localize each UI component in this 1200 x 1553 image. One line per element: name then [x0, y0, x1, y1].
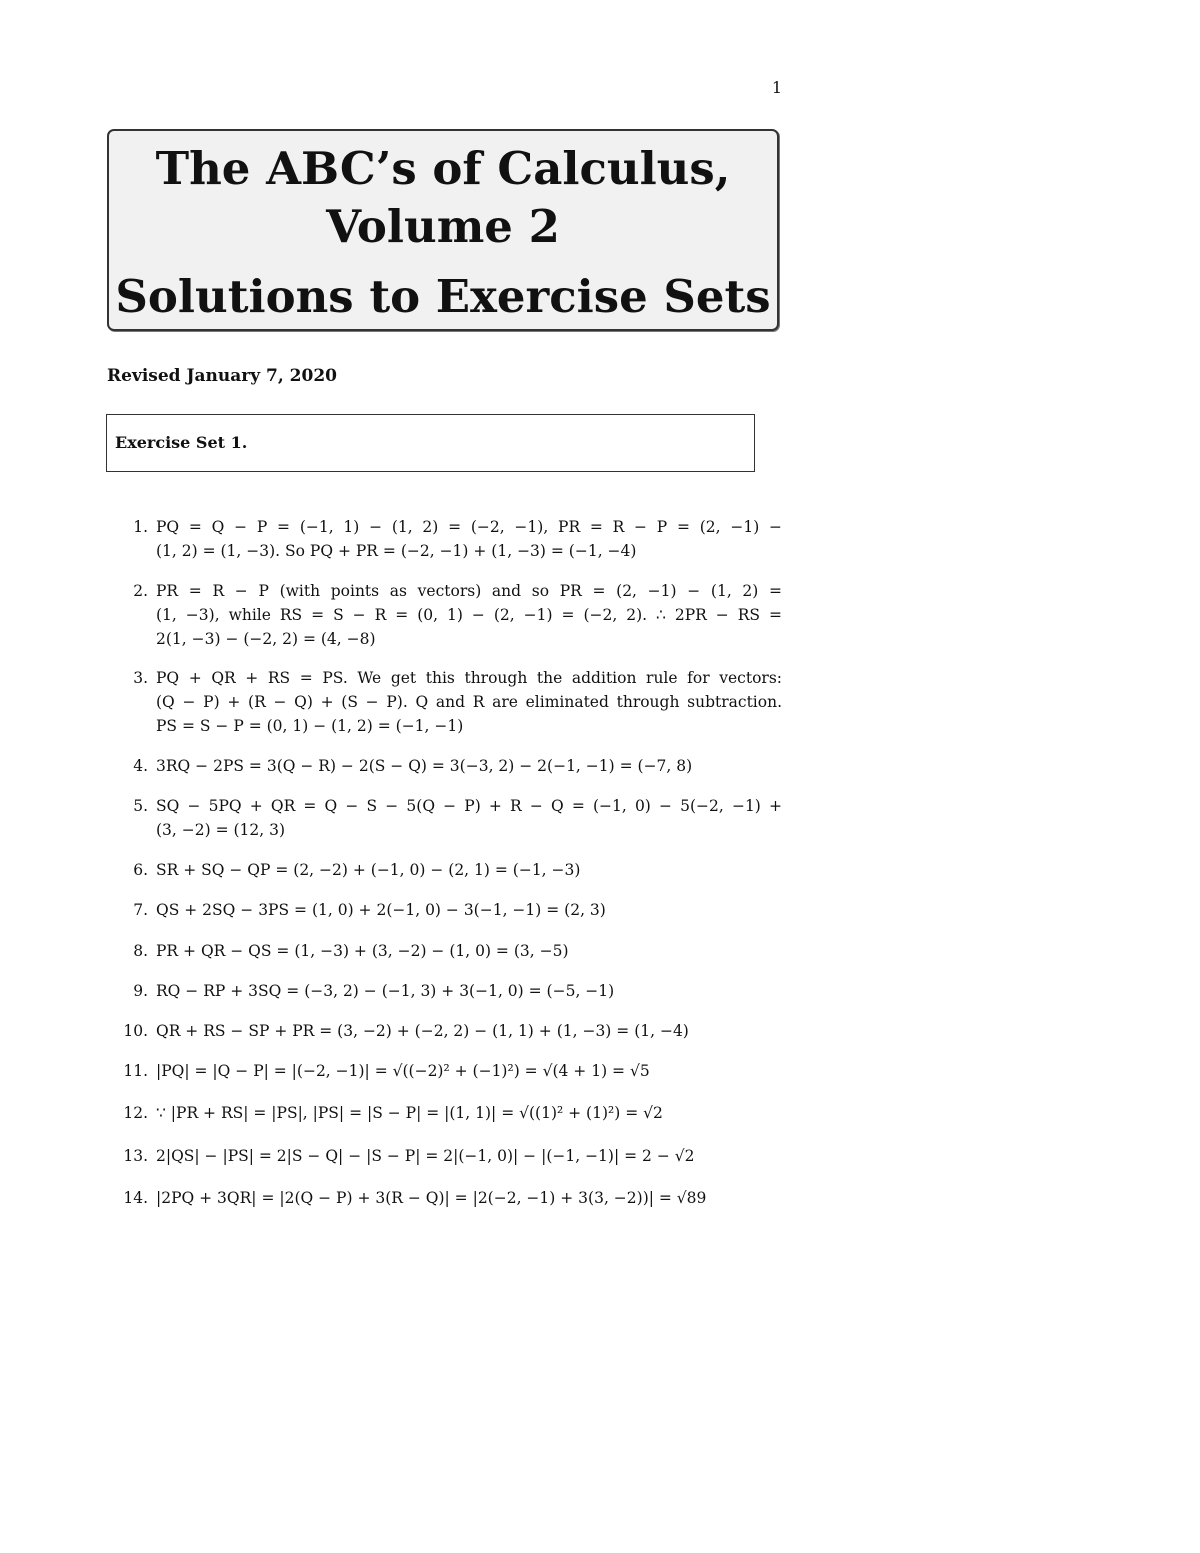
exercise-number: 11.: [123, 1062, 148, 1080]
exercise-line: QR + RS − SP + PR = (3, −2) + (−2, 2) − (1, 1) + (1, −3) = (1, −4): [156, 1022, 689, 1040]
exercise-number: 7.: [133, 901, 148, 919]
exercise-set-box: [106, 414, 755, 472]
exercise-number: 13.: [123, 1147, 148, 1165]
exercise-line: 2|QS| − |PS| = 2|S − Q| − |S − P| = 2|(−1, 0)| − |(−1, −1)| = 2 − √2: [156, 1147, 695, 1165]
title-line-2: Volume 2: [326, 200, 560, 253]
exercise-line: (1, 2) = (1, −3). So PQ + PR = (−2, −1) + (1, −3) = (−1, −4): [156, 542, 637, 560]
exercise-line: (3, −2) = (12, 3): [156, 821, 286, 839]
exercise-line: ∵ |PR + RS| = |PS|, |PS| = |S − P| = |(1, 1)| = √((1)² + (1)²) = √2: [156, 1104, 663, 1122]
exercise-number: 6.: [133, 861, 148, 879]
exercise-line: PQ = Q − P = (−1, 1) − (1, 2) = (−2, −1), PR = R − P = (2, −1) −: [156, 518, 782, 536]
exercise-line: |2PQ + 3QR| = |2(Q − P) + 3(R − Q)| = |2(−2, −1) + 3(3, −2))| = √89: [156, 1189, 707, 1207]
exercise-number: 10.: [123, 1022, 148, 1040]
exercise-number: 5.: [133, 797, 148, 815]
exercise-number: 12.: [123, 1104, 148, 1122]
exercise-line: 3RQ − 2PS = 3(Q − R) − 2(S − Q) = 3(−3, 2) − 2(−1, −1) = (−7, 8): [156, 757, 693, 775]
exercise-number: 14.: [123, 1189, 148, 1207]
exercise-number: 9.: [133, 982, 148, 1000]
exercise-line: RQ − RP + 3SQ = (−3, 2) − (−1, 3) + 3(−1, 0) = (−5, −1): [156, 982, 615, 1000]
title-box: [107, 129, 779, 331]
title-line-1: The ABC’s of Calculus,: [155, 142, 731, 195]
revised-date: Revised January 7, 2020: [107, 366, 337, 386]
title-line-3: Solutions to Exercise Sets: [115, 270, 771, 323]
exercise-number: 3.: [133, 669, 148, 687]
exercise-line: 2(1, −3) − (−2, 2) = (4, −8): [156, 630, 376, 648]
exercise-line: SR + SQ − QP = (2, −2) + (−1, 0) − (2, 1) = (−1, −3): [156, 861, 581, 879]
exercise-number: 4.: [133, 757, 148, 775]
exercise-line: QS + 2SQ − 3PS = (1, 0) + 2(−1, 0) − 3(−1, −1) = (2, 3): [156, 901, 606, 919]
exercise-line: |PQ| = |Q − P| = |(−2, −1)| = √((−2)² + (−1)²) = √(4 + 1) = √5: [156, 1062, 650, 1080]
exercise-line: PS = S − P = (0, 1) − (1, 2) = (−1, −1): [156, 717, 464, 735]
exercise-set-heading: Exercise Set 1.: [115, 433, 248, 452]
exercise-line: PR + QR − QS = (1, −3) + (3, −2) − (1, 0) = (3, −5): [156, 942, 569, 960]
exercise-number: 8.: [133, 942, 148, 960]
exercise-line: (Q − P) + (R − Q) + (S − P). Q and R are eliminated through subtraction.: [156, 693, 782, 711]
exercise-line: (1, −3), while RS = S − R = (0, 1) − (2, −1) = (−2, 2). ∴ 2PR − RS =: [156, 606, 782, 624]
exercise-line: PR = R − P (with points as vectors) and so PR = (2, −1) − (1, 2) =: [156, 582, 782, 600]
exercise-number: 1.: [133, 518, 148, 536]
exercise-number: 2.: [133, 582, 148, 600]
exercise-line: SQ − 5PQ + QR = Q − S − 5(Q − P) + R − Q = (−1, 0) − 5(−2, −1) +: [156, 797, 782, 815]
page-number: 1: [771, 78, 782, 97]
exercise-line: PQ + QR + RS = PS. We get this through the addition rule for vectors:: [156, 669, 782, 687]
